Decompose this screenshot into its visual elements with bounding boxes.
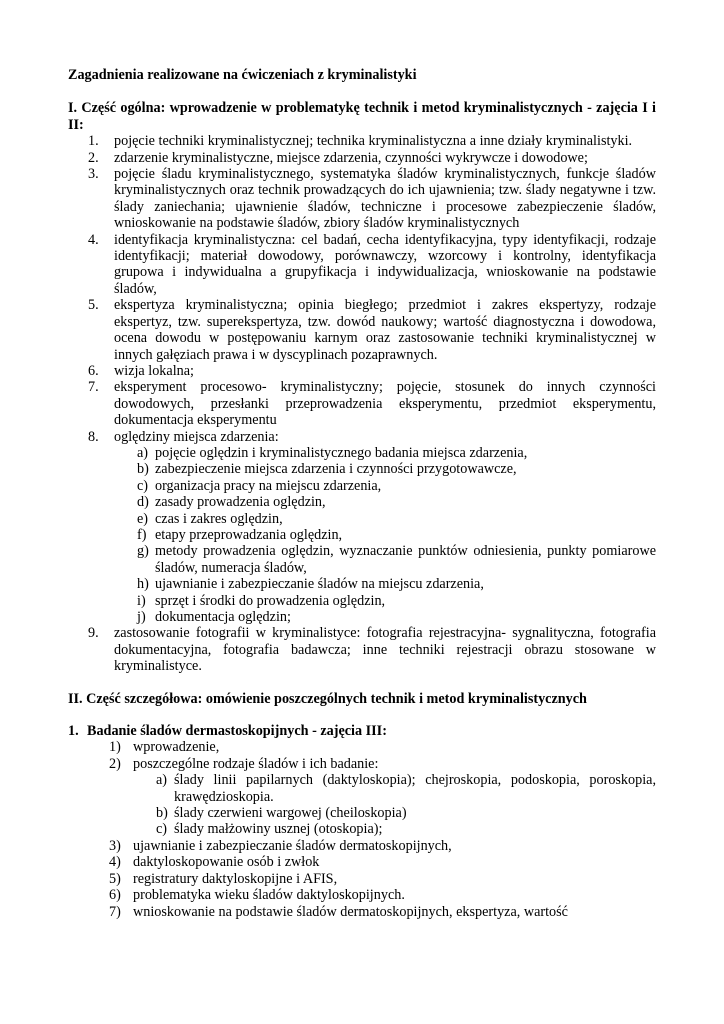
list-item-text: wprowadzenie,: [133, 739, 220, 756]
list-item-number: 4.: [88, 231, 99, 248]
list-item-text: pojęcie oględzin i kryminalistycznego badania miejsca zdarzenia,: [155, 444, 528, 461]
list-item-number: j): [137, 609, 146, 625]
list-item: [114, 511, 656, 527]
list-item-number: 3.: [88, 166, 99, 183]
part1-heading: I. Część ogólna: wprowadzenie w problematykę technik i metod kryminalistycznych - zajęcia I i II:: [68, 100, 656, 133]
list-item-number: 2): [109, 755, 121, 772]
list-item-number: 1): [109, 739, 121, 756]
list-item-number: 1.: [88, 133, 99, 150]
list-item: [114, 445, 656, 461]
list-item-text: dokumentacja oględzin;: [155, 609, 291, 625]
list-item: [68, 133, 656, 149]
list-item: [133, 805, 656, 821]
list-item: [68, 739, 656, 755]
list-item-text: wnioskowanie na podstawie śladów dermatoskopijnych, ekspertyza, wartość: [133, 903, 568, 920]
list-item-number: 7): [109, 903, 121, 920]
list-item-text: etapy przeprowadzania oględzin,: [155, 526, 343, 543]
list-item: [68, 625, 656, 674]
list-item-number: 8.: [88, 428, 99, 445]
list-item-text: eksperyment procesowo- kryminalistyczny; pojęcie, stosunek do innych czynności dowodowych, przesłanki przeprowadzenia eksperymentu, przedmiot eksperymentu, dokumentacja eksperymentu: [114, 379, 656, 429]
list-item: [133, 821, 656, 837]
part2-heading: II. Część szczegółowa: omówienie poszczególnych technik i metod kryminalistycznych: [68, 690, 587, 707]
list-item-text: metody prowadzenia oględzin, wyznaczanie punktów odniesienia, punkty pomiarowe śladów, numeracja śladów,: [155, 543, 656, 576]
list-item-number: 3): [109, 837, 121, 854]
list-item-number: 6.: [88, 362, 99, 379]
list-item-number: 4): [109, 854, 121, 871]
list-item: [114, 593, 656, 609]
list-item-number: 5): [109, 870, 121, 887]
list-item-number: f): [137, 526, 147, 543]
list-item: [114, 609, 656, 625]
list-item-number: 9.: [88, 625, 99, 642]
list-item: [68, 854, 656, 870]
list-item-text: zasady prowadzenia oględzin,: [155, 494, 326, 511]
part1-list: [68, 133, 656, 674]
list-item-number: i): [137, 592, 146, 609]
list-item-text: pojęcie śladu kryminalistycznego, systematyka śladów kryminalistycznych, funkcje śladów kryminalistycznych oraz technik prowadzących do ich ujawnienia; tzw. ślady negatywne i tzw. ślady zaniechania; ujawnienie śladów, techniczne i procesowe zabezpieczenie śladów, wnioskowanie na podstawie śladów, zbiory śladów kryminalistycznych: [114, 166, 656, 232]
list-item-number: b): [156, 805, 168, 822]
list-item: [114, 478, 656, 494]
list-item-text: sprzęt i środki do prowadzenia oględzin,: [155, 592, 386, 609]
list-item: [114, 461, 656, 477]
list-item: [68, 871, 656, 887]
list-item-number: d): [137, 494, 149, 511]
part2-subheading-text: Badanie śladów dermastoskopijnych - zajęcia III:: [87, 723, 387, 740]
list-item: [133, 772, 656, 805]
sub-list: [114, 445, 656, 625]
part2-subheading: [68, 723, 656, 739]
list-item: [68, 379, 656, 428]
list-item-number: c): [156, 821, 168, 838]
list-item-number: g): [137, 543, 149, 560]
list-item-number: b): [137, 461, 149, 478]
document-title: Zagadnienia realizowane na ćwiczeniach z kryminalistyki: [68, 67, 417, 83]
list-item-text: zastosowanie fotografii w kryminalistyce: fotografia rejestracyjna- sygnalityczna, fotografia dokumentacyjna, fotografia badawcza; inne techniki rejestracji obrazu stosowane w kryminalistyce.: [114, 625, 656, 675]
list-item-text: ślady linii papilarnych (daktyloskopia); chejroskopia, podoskopia, poroskopia, krawędzioskopia.: [174, 772, 656, 805]
list-item: [68, 166, 656, 232]
list-item-text: daktyloskopowanie osób i zwłok: [133, 854, 320, 871]
part2-list: [68, 739, 656, 919]
list-item-text: ujawnianie i zabezpieczanie śladów dermatoskopijnych,: [133, 837, 452, 854]
list-item-number: e): [137, 510, 149, 527]
list-item: [68, 756, 656, 838]
list-item-text: ślady czerwieni wargowej (cheiloskopia): [174, 805, 407, 822]
list-item: [68, 363, 656, 379]
list-item: [68, 150, 656, 166]
list-item-text: registratury daktyloskopijne i AFIS,: [133, 870, 338, 887]
list-item-text: identyfikacja kryminalistyczna: cel badań, cecha identyfikacyjna, typy identyfikacji, rodzaje identyfikacji; materiał dowodowy, porównawczy, wzorcowy i kontrolny, identyfikacja grupowa i indywidualna a grupyfikacja i indywidualizacja, wnioskowanie na podstawie śladów,: [114, 231, 656, 297]
list-item-text: ślady małżowiny usznej (otoskopia);: [174, 821, 383, 838]
list-item: [114, 543, 656, 576]
part2-subheading-number: 1.: [68, 723, 79, 740]
list-item-text: ujawnianie i zabezpieczanie śladów na miejscu zdarzenia,: [155, 576, 484, 593]
list-item-text: problematyka wieku śladów daktyloskopijnych.: [133, 887, 405, 904]
list-item-number: h): [137, 576, 149, 593]
list-item-number: 5.: [88, 297, 99, 314]
list-item-text: zabezpieczenie miejsca zdarzenia i czynności przygotowawcze,: [155, 461, 517, 478]
list-item-text: oględziny miejsca zdarzenia:: [114, 428, 279, 445]
list-item-text: zdarzenie kryminalistyczne, miejsce zdarzenia, czynności wykrywcze i dowodowe;: [114, 149, 588, 166]
list-item: [68, 297, 656, 363]
list-item-number: a): [137, 444, 149, 461]
list-item: [68, 904, 656, 920]
list-item: [68, 887, 656, 903]
list-item-text: ekspertyza kryminalistyczna; opinia biegłego; przedmiot i zakres ekspertyzy, rodzaje ekspertyz, tzw. superekspertyza, tzw. dowód naukowy; wartość diagnostyczna i dowodowa, ocena dowodu w postępowaniu karnym oraz zastosowanie techniki kryminalistycznej w innych gałęziach prawa i w dyscyplinach pozaprawnych.: [114, 297, 656, 363]
list-item-text: czas i zakres oględzin,: [155, 510, 283, 527]
sub-list: [133, 772, 656, 838]
list-item-number: 2.: [88, 149, 99, 166]
list-item-text: wizja lokalna;: [114, 362, 194, 379]
list-item: [114, 576, 656, 592]
list-item-text: poszczególne rodzaje śladów i ich badanie:: [133, 755, 379, 772]
list-item: [68, 838, 656, 854]
list-item: [114, 527, 656, 543]
list-item-number: 6): [109, 887, 121, 904]
list-item: [68, 232, 656, 298]
list-item: [114, 494, 656, 510]
list-item-number: a): [156, 772, 168, 789]
document-content: [68, 67, 656, 920]
list-item: [68, 429, 656, 626]
list-item-number: 7.: [88, 379, 99, 396]
list-item-number: c): [137, 477, 149, 494]
list-item-text: organizacja pracy na miejscu zdarzenia,: [155, 477, 382, 494]
list-item-text: pojęcie techniki kryminalistycznej; technika kryminalistyczna a inne działy kryminalistyki.: [114, 133, 633, 150]
